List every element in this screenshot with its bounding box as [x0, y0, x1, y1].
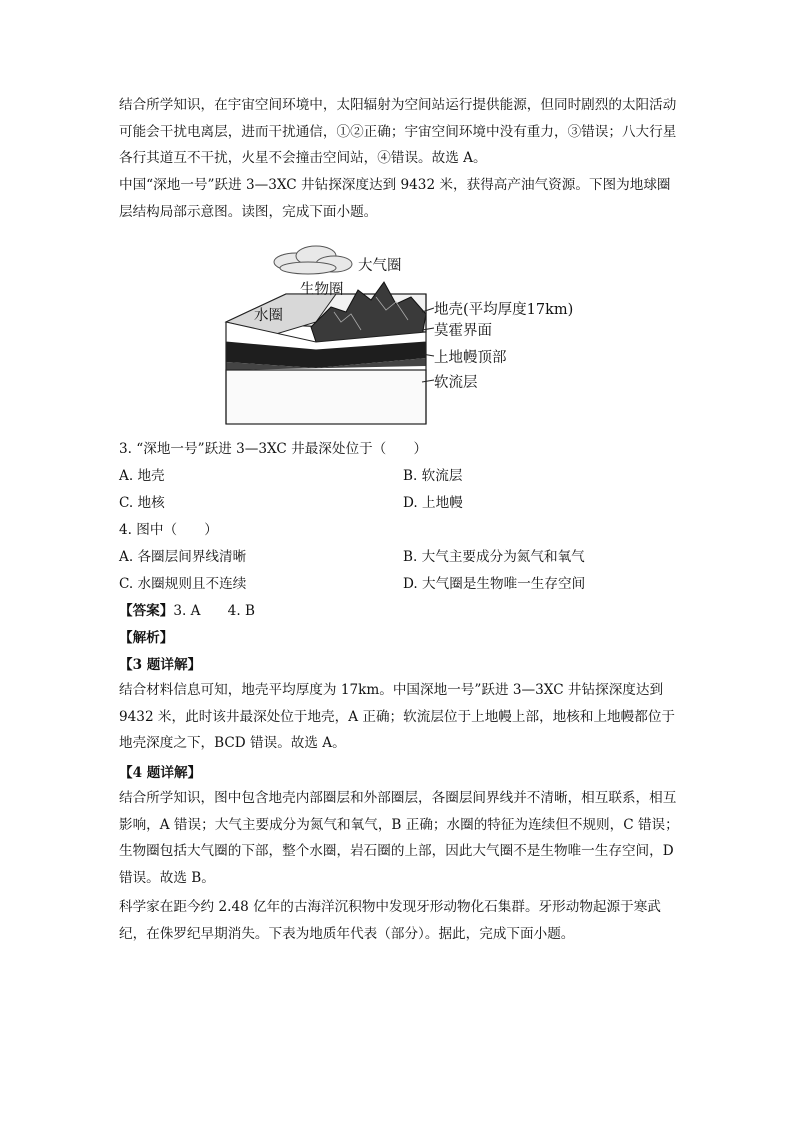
label-asthenosphere: 软流层	[434, 375, 478, 391]
q4-option-d: D. 大气圈是生物唯一生存空间	[403, 576, 586, 592]
label-moho: 莫霍界面	[434, 323, 492, 339]
detail3-text: 结合材料信息可知，地壳平均厚度为 17km。中国深地一号”跃进 3—3XC 井钻探深度达到 9432 米，此时该井最深处位于地壳，A 正确；软流层位于上地幔上部，地核和上地幔都位于地壳深度之下，BCD 错误。故选 A。	[119, 682, 676, 751]
intro-paragraph-2: 中国“深地一号”跃进 3—3XC 井钻探深度达到 9432 米，获得高产油气资源。下图为地球圈层结构局部示意图。读图，完成下面小题。	[119, 177, 671, 220]
label-atmosphere: 大气圈	[358, 258, 402, 274]
detail3-heading: 【3 题详解】	[119, 657, 202, 673]
answer-tag: 【答案】	[119, 603, 174, 619]
q3-option-c: C. 地核	[119, 495, 165, 511]
q3-option-a: A. 地壳	[119, 468, 165, 484]
q3-option-b: B. 软流层	[403, 468, 463, 484]
detail4-text: 结合所学知识，图中包含地壳内部圈层和外部圈层，各圈层间界线并不清晰，相互联系，相互影响，A 错误；大气主要成分为氮气和氧气，B 正确；水圈的特征为连续但不规则，C 错误；生物圈包括大气圈的下部，整个水圈，岩石圈的上部，因此大气圈不是生物唯一生存空间，D 错误。故选 B。	[119, 790, 679, 886]
analysis-heading: 【解析】	[119, 630, 174, 646]
cloud-icon	[274, 246, 352, 274]
answer-line	[119, 599, 255, 619]
q4-option-c: C. 水圈规则且不连续	[119, 576, 247, 592]
label-biosphere: 生物圈	[300, 282, 344, 298]
q4-option-a: A. 各圈层间界线清晰	[119, 549, 247, 565]
q3-stem: 3. “深地一号”跃进 3—3XC 井最深处位于（ ）	[119, 441, 428, 457]
q4-option-b: B. 大气主要成分为氮气和氧气	[403, 549, 585, 565]
q3-option-d: D. 上地幔	[403, 495, 463, 511]
q4-stem: 4. 图中（ ）	[119, 522, 218, 538]
detail4-heading: 【4 题详解】	[119, 765, 202, 781]
earth-sphere-diagram	[216, 242, 576, 432]
label-crust: 地壳(平均厚度17km)	[434, 302, 574, 318]
answer-text: 3. A 4. B	[173, 603, 255, 619]
label-upper-mantle: 上地幔顶部	[434, 350, 507, 366]
outro-paragraph: 科学家在距今约 2.48 亿年的古海洋沉积物中发现牙形动物化石集群。牙形动物起源于寒武纪，在侏罗纪早期消失。下表为地质年代表（部分）。据此，完成下面小题。	[119, 899, 661, 942]
intro-paragraph-1: 结合所学知识，在宇宙空间环境中，太阳辐射为空间站运行提供能源，但同时剧烈的太阳活动可能会干扰电离层，进而干扰通信，①②正确；宇宙空间环境中没有重力，③错误；八大行星各行其道互不干扰，火星不会撞击空间站，④错误。故选 A。	[119, 97, 677, 166]
label-hydrosphere: 水圈	[254, 308, 283, 324]
